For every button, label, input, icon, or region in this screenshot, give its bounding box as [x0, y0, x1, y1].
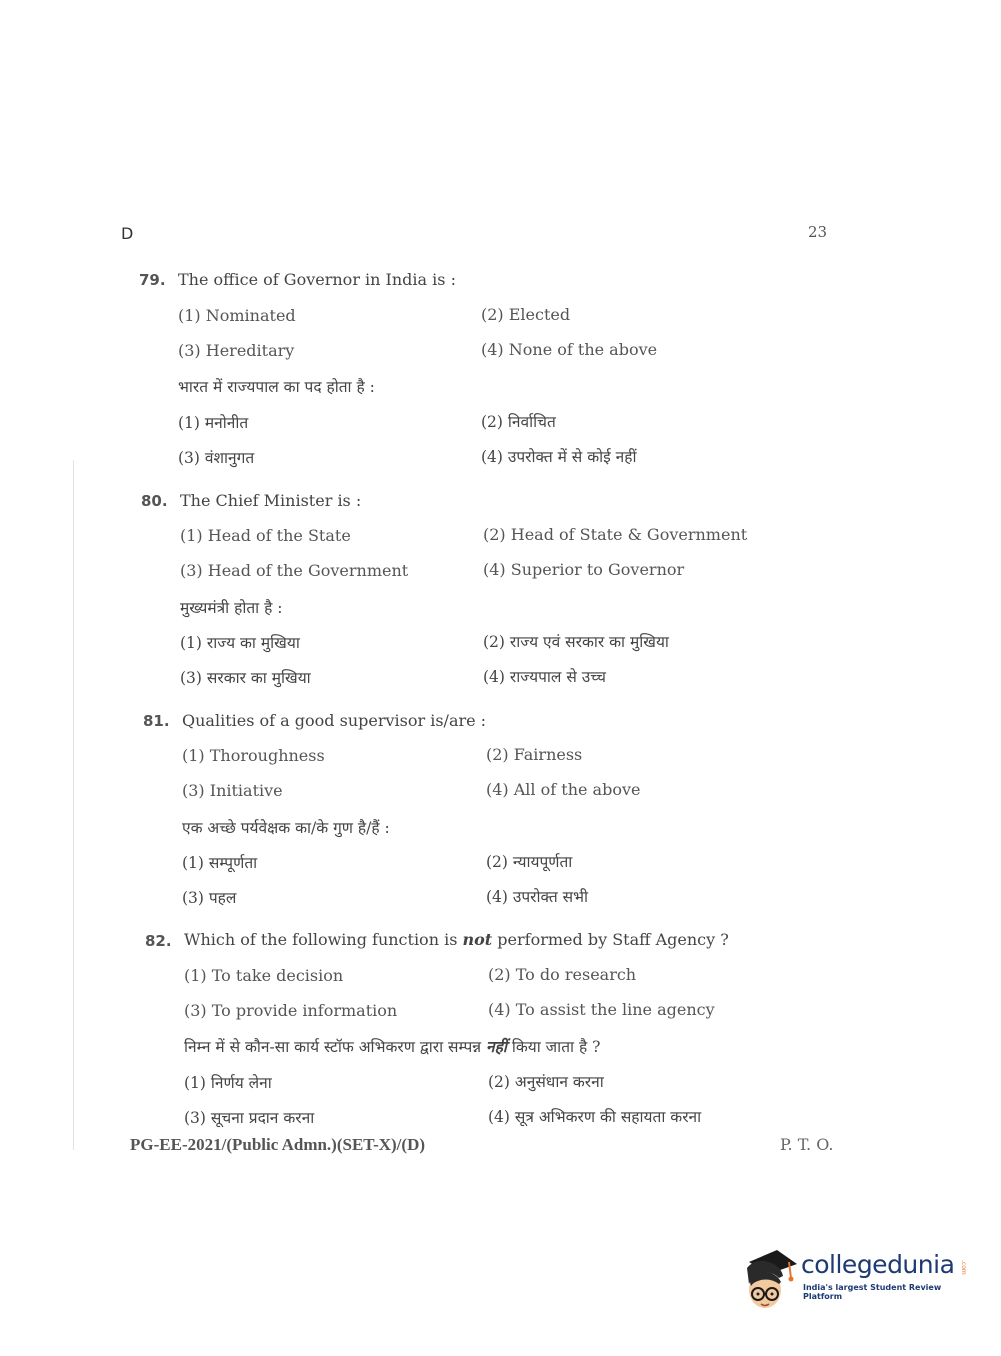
- question-number: 80.: [141, 492, 168, 510]
- option-3-en: (3) Head of the Government: [180, 561, 409, 580]
- option-4-hi: (4) सूत्र अभिकरण की सहायता करना: [488, 1108, 702, 1126]
- question-stem-en: Qualities of a good supervisor is/are :: [182, 711, 487, 730]
- question-stem-en: The Chief Minister is :: [180, 491, 362, 510]
- stem-text: Which of the following function is: [184, 930, 463, 949]
- set-code: D: [121, 224, 134, 243]
- question-stem-hi: मुख्यमंत्री होता है :: [180, 599, 283, 617]
- mascot-icon: [741, 1248, 799, 1318]
- option-2-en: (2) To do research: [488, 965, 637, 984]
- option-3-hi: (3) पहल: [182, 889, 237, 907]
- option-2-en: (2) Fairness: [486, 745, 583, 764]
- option-1-hi: (1) निर्णय लेना: [184, 1074, 272, 1092]
- question-stem-en: [184, 930, 729, 949]
- option-3-hi: (3) सूचना प्रदान करना: [184, 1109, 315, 1127]
- question-number: 81.: [143, 712, 170, 730]
- question-stem-hi: भारत में राज्यपाल का पद होता है :: [178, 378, 375, 396]
- stem-text: निम्न में से कौन-सा कार्य स्टॉफ अभिकरण द्वारा सम्पन्न: [184, 1038, 487, 1056]
- option-1-en: (1) To take decision: [184, 966, 344, 985]
- option-4-en: (4) None of the above: [481, 340, 658, 359]
- option-1-en: (1) Nominated: [178, 306, 296, 325]
- option-4-hi: (4) उपरोक्त में से कोई नहीं: [481, 448, 637, 466]
- option-1-hi: (1) राज्य का मुखिया: [180, 634, 300, 652]
- brand-com: .com: [960, 1260, 967, 1275]
- footer-exam-code: PG-EE-2021/(Public Admn.)(SET-X)/(D): [130, 1135, 426, 1154]
- option-4-hi: (4) उपरोक्त सभी: [486, 888, 588, 906]
- question-number: 79.: [139, 271, 166, 289]
- stem-emphasis: नहीं: [486, 1037, 507, 1056]
- question-stem-en: The office of Governor in India is :: [178, 270, 456, 289]
- option-1-hi: (1) मनोनीत: [178, 414, 249, 432]
- option-3-en: (3) Hereditary: [178, 341, 295, 360]
- question-stem-hi: एक अच्छे पर्यवेक्षक का/के गुण है/हैं :: [182, 819, 390, 837]
- margin-line: [73, 460, 74, 1150]
- option-2-hi: (2) अनुसंधान करना: [488, 1073, 604, 1091]
- stem-text: किया जाता है ?: [506, 1038, 601, 1056]
- option-3-en: (3) Initiative: [182, 781, 283, 800]
- option-1-en: (1) Head of the State: [180, 526, 351, 545]
- option-3-hi: (3) वंशानुगत: [178, 449, 255, 467]
- question-stem-hi: [184, 1035, 600, 1057]
- stem-emphasis: not: [462, 930, 493, 949]
- option-3-en: (3) To provide information: [184, 1001, 398, 1020]
- option-1-hi: (1) सम्पूर्णता: [182, 854, 258, 872]
- option-1-en: (1) Thoroughness: [182, 746, 325, 765]
- option-4-en: (4) To assist the line agency: [488, 1000, 715, 1019]
- option-2-hi: (2) निर्वाचित: [481, 413, 556, 431]
- question-number: 82.: [145, 932, 172, 950]
- option-2-hi: (2) राज्य एवं सरकार का मुखिया: [483, 633, 669, 651]
- option-2-hi: (2) न्यायपूर्णता: [486, 853, 573, 871]
- collegedunia-watermark: [741, 1248, 971, 1318]
- option-4-en: (4) Superior to Governor: [483, 560, 685, 579]
- option-4-hi: (4) राज्यपाल से उच्च: [483, 668, 606, 686]
- footer-pto: P. T. O.: [780, 1135, 834, 1154]
- page-number: 23: [808, 223, 828, 241]
- brand-tagline: India's largest Student Review Platform: [803, 1283, 942, 1301]
- brand-name: collegedunia: [801, 1250, 955, 1279]
- stem-text: performed by Staff Agency ?: [492, 930, 729, 949]
- option-3-hi: (3) सरकार का मुखिया: [180, 669, 311, 687]
- option-2-en: (2) Elected: [481, 305, 571, 324]
- option-2-en: (2) Head of State & Government: [483, 525, 748, 544]
- option-4-en: (4) All of the above: [486, 780, 641, 799]
